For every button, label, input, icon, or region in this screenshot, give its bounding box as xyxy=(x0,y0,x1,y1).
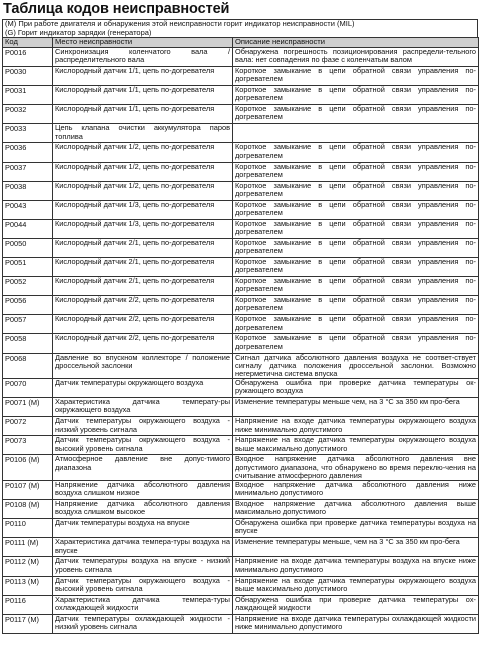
fault-description-cell: Сигнал датчика абсолютного давления воздуха не соответ-ствует сигналу датчика положения дроссельной заслонки. Возможно негерметична система впуска xyxy=(233,353,479,379)
fault-location-cell: Датчик температуры окружающего воздуха xyxy=(53,379,233,398)
table-row xyxy=(3,86,479,105)
fault-code-cell: P0068 xyxy=(3,353,53,379)
fault-location-cell: Датчик температуры окружающего воздуха - высокий уровень сигнала xyxy=(53,576,233,595)
fault-code-cell: P0052 xyxy=(3,277,53,296)
fault-code-cell: P0108 (M) xyxy=(3,500,53,519)
fault-code-cell: P0032 xyxy=(3,105,53,124)
table-body xyxy=(3,48,479,634)
column-header-place: Место неисправности xyxy=(53,38,233,48)
fault-description-cell: Напряжение на входе датчика температуры охлаждающей жидкости ниже минимально допустимого xyxy=(233,614,479,633)
fault-code-cell: P0057 xyxy=(3,315,53,334)
fault-description-cell: Короткое замыкание в цепи обратной связи управления по-догревателем xyxy=(233,181,479,200)
fault-code-cell: P0073 xyxy=(3,436,53,455)
fault-description-cell: Обнаружена ошибка при проверке датчика температуры воздуха на впуске xyxy=(233,519,479,538)
table-row xyxy=(3,143,479,162)
fault-description-cell: Обнаружена погрешность позиционирования распредели-тельного вала: нет совпадения по фазе с коленчатым валом xyxy=(233,48,479,67)
fault-location-cell: Цепь клапана очистки аккумулятора паров топлива xyxy=(53,124,233,143)
fault-description-cell: Короткое замыкание в цепи обратной связи управления по-догревателем xyxy=(233,143,479,162)
table-row xyxy=(3,258,479,277)
fault-description-cell: Короткое замыкание в цепи обратной связи управления по-догревателем xyxy=(233,200,479,219)
fault-location-cell: Характеристика датчика темпера-туры охлаждающей жидкости xyxy=(53,595,233,614)
fault-code-cell: P0031 xyxy=(3,86,53,105)
table-row xyxy=(3,436,479,455)
fault-code-cell: P0070 xyxy=(3,379,53,398)
table-row xyxy=(3,538,479,557)
fault-code-cell: P0036 xyxy=(3,143,53,162)
document-page xyxy=(2,1,478,634)
fault-location-cell: Кислородный датчик 2/2, цепь по-догревателя xyxy=(53,334,233,353)
fault-location-cell: Датчик температуры окружающего воздуха - низкий уровень сигнала xyxy=(53,417,233,436)
fault-description-cell: Обнаружена ошибка при проверке датчика температуры ок-ружающего воздуха xyxy=(233,379,479,398)
fault-location-cell: Датчик температуры окружающего воздуха - высокий уровень сигнала xyxy=(53,436,233,455)
fault-location-cell: Давление во впускном коллекторе / положение дроссельной заслонки xyxy=(53,353,233,379)
fault-location-cell: Синхронизация коленчатого вала / распределительного вала xyxy=(53,48,233,67)
fault-code-cell: P0050 xyxy=(3,238,53,257)
table-row xyxy=(3,614,479,633)
fault-description-cell: Напряжение на входе датчика температуры окружающего воздуха выше максимально допустимого xyxy=(233,576,479,595)
fault-description-cell: Изменение температуры меньше, чем на 3 °С за 350 км про-бега xyxy=(233,538,479,557)
table-row xyxy=(3,334,479,353)
page-title: Таблица кодов неисправностей xyxy=(3,1,230,17)
fault-description-cell: Входное напряжение датчика абсолютного давления ниже минимально допустимого xyxy=(233,481,479,500)
table-row xyxy=(3,105,479,124)
fault-code-cell: P0030 xyxy=(3,67,53,86)
fault-location-cell: Кислородный датчик 2/2, цепь по-догревателя xyxy=(53,296,233,315)
table-row xyxy=(3,557,479,576)
table-row xyxy=(3,200,479,219)
fault-description-cell: Короткое замыкание в цепи обратной связи управления по-догревателем xyxy=(233,162,479,181)
fault-description-cell: Напряжение на входе датчика температуры окружающего воздуха ниже минимально допустимого xyxy=(233,417,479,436)
fault-code-cell: P0110 xyxy=(3,519,53,538)
table-row xyxy=(3,277,479,296)
fault-code-cell: P0016 xyxy=(3,48,53,67)
table-row xyxy=(3,576,479,595)
legend-note-m: (M) При работе двигателя и обнаружения этой неисправности горит индикатор неисправности (MIL) xyxy=(5,19,355,28)
table-row xyxy=(3,124,479,143)
fault-description-cell: Короткое замыкание в цепи обратной связи управления по-догревателем xyxy=(233,86,479,105)
fault-code-cell: P0112 (M) xyxy=(3,557,53,576)
fault-location-cell: Характеристика датчика температу-ры окружающего воздуха xyxy=(53,398,233,417)
table-header-row xyxy=(3,38,479,48)
fault-description-cell: Короткое замыкание в цепи обратной связи управления по-догревателем xyxy=(233,277,479,296)
fault-code-cell: P0044 xyxy=(3,219,53,238)
fault-location-cell: Кислородный датчик 1/2, цепь по-догревателя xyxy=(53,162,233,181)
fault-code-table xyxy=(2,37,479,634)
fault-location-cell: Кислородный датчик 2/1, цепь по-догревателя xyxy=(53,258,233,277)
table-row xyxy=(3,181,479,200)
fault-code-cell: P0117 (M) xyxy=(3,614,53,633)
fault-code-cell: P0113 (M) xyxy=(3,576,53,595)
table-row xyxy=(3,595,479,614)
table-row xyxy=(3,48,479,67)
fault-code-cell: P0111 (M) xyxy=(3,538,53,557)
fault-code-cell: P0043 xyxy=(3,200,53,219)
fault-description-cell: Короткое замыкание в цепи обратной связи управления по-догревателем xyxy=(233,258,479,277)
fault-description-cell: Короткое замыкание в цепи обратной связи управления по-догревателем xyxy=(233,105,479,124)
fault-description-cell: Короткое замыкание в цепи обратной связи управления по-догревателем xyxy=(233,334,479,353)
fault-location-cell: Напряжение датчика абсолютного давления воздуха слишком высокое xyxy=(53,500,233,519)
table-row xyxy=(3,398,479,417)
fault-description-cell: Короткое замыкание в цепи обратной связи управления по-догревателем xyxy=(233,238,479,257)
fault-code-cell: P0038 xyxy=(3,181,53,200)
fault-location-cell: Атмосферное давление вне допус-тимого диапазона xyxy=(53,455,233,481)
table-row xyxy=(3,296,479,315)
fault-code-cell: P0056 xyxy=(3,296,53,315)
table-row xyxy=(3,353,479,379)
column-header-description: Описание неисправности xyxy=(233,38,479,48)
fault-location-cell: Кислородный датчик 1/3, цепь по-догревателя xyxy=(53,200,233,219)
fault-location-cell: Датчик температуры охлаждающей жидкости - низкий уровень сигнала xyxy=(53,614,233,633)
fault-description-cell: Напряжение на входе датчика температуры воздуха на впуске ниже минимально допустимого xyxy=(233,557,479,576)
table-row xyxy=(3,238,479,257)
fault-code-cell: P0107 (M) xyxy=(3,481,53,500)
table-row xyxy=(3,417,479,436)
table-row xyxy=(3,481,479,500)
legend-box xyxy=(2,19,478,37)
fault-description-cell xyxy=(233,124,479,143)
fault-description-cell: Короткое замыкание в цепи обратной связи управления по-догревателем xyxy=(233,315,479,334)
fault-location-cell: Кислородный датчик 2/1, цепь по-догревателя xyxy=(53,238,233,257)
fault-location-cell: Кислородный датчик 2/1, цепь по-догревателя xyxy=(53,277,233,296)
fault-code-cell: P0072 xyxy=(3,417,53,436)
fault-location-cell: Кислородный датчик 1/1, цепь по-догревателя xyxy=(53,67,233,86)
legend-note-g: (G) Горит индикатор зарядки (генератора) xyxy=(5,27,152,37)
table-row xyxy=(3,500,479,519)
table-row xyxy=(3,67,479,86)
fault-description-cell: Короткое замыкание в цепи обратной связи управления по-догревателем xyxy=(233,67,479,86)
fault-code-cell: P0071 (M) xyxy=(3,398,53,417)
fault-description-cell: Короткое замыкание в цепи обратной связи управления по-догревателем xyxy=(233,296,479,315)
fault-code-cell: P0116 xyxy=(3,595,53,614)
table-row xyxy=(3,455,479,481)
column-header-code: Код xyxy=(3,38,53,48)
fault-description-cell: Изменение температуры меньше чем, на 3 °С за 350 км про-бега xyxy=(233,398,479,417)
fault-code-cell: P0051 xyxy=(3,258,53,277)
table-row xyxy=(3,519,479,538)
fault-code-cell: P0058 xyxy=(3,334,53,353)
fault-description-cell: Напряжение на входе датчика температуры окружающего воздуха выше максимально допустимого xyxy=(233,436,479,455)
fault-location-cell: Напряжение датчика абсолютного давления воздуха слишком низкое xyxy=(53,481,233,500)
fault-location-cell: Датчик температуры воздуха на впуске xyxy=(53,519,233,538)
fault-location-cell: Характеристика датчика темпера-туры воздуха на впуске xyxy=(53,538,233,557)
table-row xyxy=(3,219,479,238)
fault-location-cell: Кислородный датчик 1/1, цепь по-догревателя xyxy=(53,86,233,105)
fault-description-cell: Входное напряжение датчика абсолютного давления вне допустимого диапазона, что обнаружено во время переклю-чения на считывание атмосферного давления xyxy=(233,455,479,481)
fault-code-cell: P0033 xyxy=(3,124,53,143)
fault-location-cell: Кислородный датчик 1/2, цепь по-догревателя xyxy=(53,181,233,200)
fault-location-cell: Кислородный датчик 1/3, цепь по-догревателя xyxy=(53,219,233,238)
fault-code-cell: P0106 (M) xyxy=(3,455,53,481)
table-row xyxy=(3,379,479,398)
fault-location-cell: Кислородный датчик 2/2, цепь по-догревателя xyxy=(53,315,233,334)
fault-description-cell: Обнаружена ошибка при проверке датчика температуры ох-лаждающей жидкости xyxy=(233,595,479,614)
fault-location-cell: Кислородный датчик 1/1, цепь по-догревателя xyxy=(53,105,233,124)
fault-location-cell: Датчик температуры воздуха на впуске - низкий уровень сигнала xyxy=(53,557,233,576)
fault-location-cell: Кислородный датчик 1/2, цепь по-догревателя xyxy=(53,143,233,162)
table-row xyxy=(3,162,479,181)
fault-description-cell: Входное напряжение датчика абсолютного давления выше максимально допустимого xyxy=(233,500,479,519)
fault-code-cell: P0037 xyxy=(3,162,53,181)
table-row xyxy=(3,315,479,334)
fault-description-cell: Короткое замыкание в цепи обратной связи управления по-догревателем xyxy=(233,219,479,238)
